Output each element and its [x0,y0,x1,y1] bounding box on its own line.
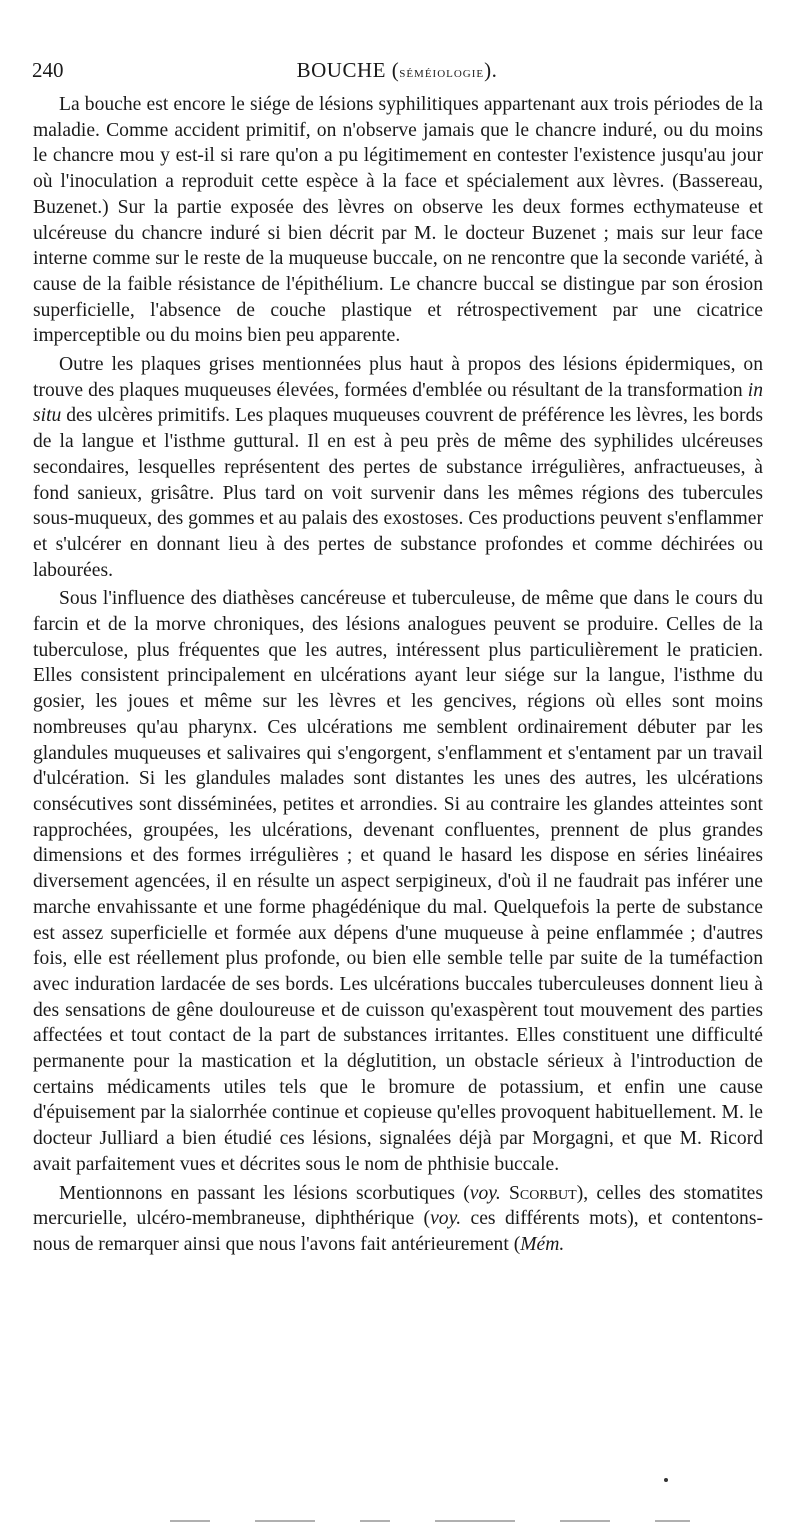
running-header [32,58,762,86]
page-number: 240 [32,58,64,82]
paragraph [33,1181,763,1258]
running-title-subject: séméiologie [399,65,485,81]
text-run: Mentionnons en passant les lésions scorbutiques ( [59,1182,470,1204]
text-run: Outre les plaques grises mentionnées plus haut à propos des lésions épidermiques, on trouve des plaques muqueuses élevées, formées d'emblée ou résultant de la transformation [33,354,763,401]
text-run: ), celles des stomatites mercurielle, ulcéro-membraneuse, diphthérique ( [33,1182,763,1230]
text-run: des ulcères primitifs. Les plaques muqueuses couvrent de préférence les lèvres, les bords de la langue et l'isthme guttural. Il en est à peu près de même des syphilides ulcéreuses secondaires, lesquelles représentent des pertes de substance irrégulières, anfractueuses, à fond sanieux, grisâtre. Plus tard on voit survenir dans les mêmes régions des tubercules sous-muqueux, des gommes et au palais des exostoses. Ces productions peuvent s'enflammer et s'ulcérer en donnant lieu à des pertes de substance profondes et comme déchirées ou labourées. [33,405,763,581]
italic-text: in situ [33,379,763,427]
text-run: ces différents mots), et contentons-nous de remarquer ainsi que nous l'avons fait antérieurement ( [33,1208,763,1255]
text-run: La bouche est encore le siége de lésions syphilitiques appartenant aux trois périodes de la maladie. Comme accident primitif, on n'observe jamais que le chancre induré, ou du moins le chancre mou y est-il si rare qu'on a pu légitimement en contester l'existence jusqu'au jour où l'inoculation a reproduit cette espèce à la face et spécialement aux lèvres. (Bassereau, Buzenet.) Sur la partie exposée des lèvres on observe les deux formes ecthymateuse et ulcéreuse du chancre induré si bien décrit par M. le docteur Buzenet ; mais sur leur face interne comme sur le reste de la muqueuse buccale, on ne rencontre que la seconde variété, à cause de la faible résistance de l'épithélium. Le chancre buccal se distingue par son érosion superficielle, l'absence de couche plastique et rétrospectivement par une cicatrice imperceptible ou du moins bien peu apparente. [33,94,763,347]
running-title-main: BOUCHE ( [296,58,400,82]
italic-text: voy. [469,1182,501,1204]
body-text [33,92,763,1258]
running-title [32,58,762,83]
running-title-end: ). [484,58,498,82]
text-run [501,1183,509,1204]
ink-speck [664,1478,668,1482]
italic-text: Mém. [520,1233,565,1255]
smallcaps-text: Scorbut [509,1182,577,1204]
paragraph [33,586,763,1177]
paragraph [33,92,763,349]
text-run: Sous l'influence des diathèses cancéreuse et tuberculeuse, de même que dans le cours du farcin et de la morve chroniques, des lésions analogues peuvent se produire. Celles de la tuberculose, plus fréquentes que les autres, intéressent plus particulièrement le praticien. Elles consistent principalement en ulcérations ayant leur siége sur la langue, l'isthme du gosier, les joues et même sur les lèvres et les gencives, régions où elles sont moins nombreuses qu'au pharynx. Ces ulcérations me semblent ordinairement débuter par les glandules muqueuses et salivaires qui s'engorgent, s'enflamment et s'entament par un travail d'ulcération. Si les glandules malades sont distantes les unes des autres, les ulcérations consécutives sont disséminées, petites et arrondies. Si au contraire les glandes atteintes sont rapprochées, groupées, les ulcérations, devenant confluentes, prennent de plus grandes dimensions et des formes irrégulières ; et quand le hasard les dispose en séries linéaires diversement agencées, il en résulte un aspect serpigineux, d'où il ne faudrait pas inférer une marche envahissante et une forme phagédénique du mal. Quelquefois la perte de substance est assez superficielle et formée aux dépens d'une muqueuse à peine enflammée ; d'autres fois, elle est réellement plus profonde, ou bien elle semble telle par suite de la tuméfaction avec induration lardacée de ses bords. Les ulcérations buccales tuberculeuses donnent lieu à des sensations de gêne douloureuse et de cuisson qu'exaspèrent tout mouvement des parties affectées et tout contact de la part de substances irritantes. Elles constituent une difficulté permanente pour la mastication et la déglutition, un obstacle sérieux à l'introduction de certains médicaments utiles tels que le bromure de potassium, et enfin une cause d'épuisement par la sialorrhée continue et copieuse qu'elles provoquent habituellement. M. le docteur Julliard a bien étudié ces lésions, signalées déjà par Morgagni, et que M. Ricord avait parfaitement vues et décrites sous le nom de phthisie buccale. [33,588,763,1175]
bottom-bleed-through [170,1520,690,1526]
italic-text: voy. [430,1208,462,1230]
paragraph [33,352,763,583]
